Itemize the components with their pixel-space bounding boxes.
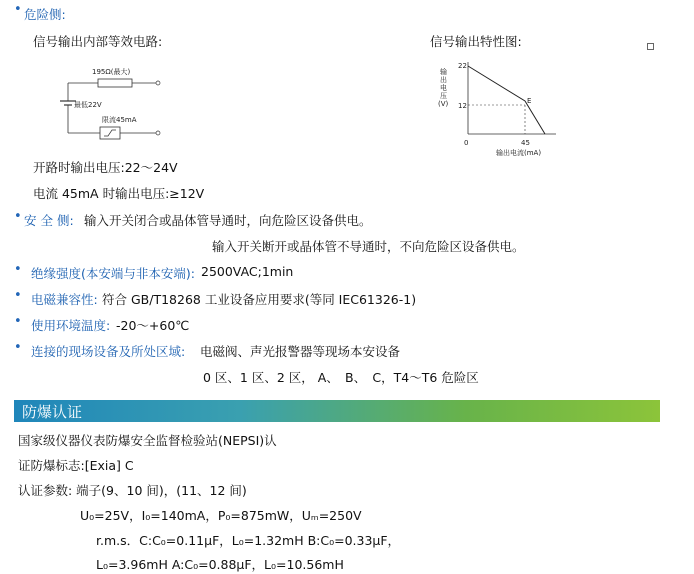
y-tick-22: 22 bbox=[458, 62, 467, 70]
small-square-icon bbox=[647, 43, 654, 50]
characteristic-heading: 信号输出特性图: bbox=[430, 34, 522, 49]
safe-side-line2: 输入开关断开或晶体管不导通时，不向危险区设备供电。 bbox=[212, 239, 525, 254]
resistor-label: 195Ω(最大) bbox=[92, 68, 131, 76]
voltage-label: 最低22V bbox=[74, 101, 102, 109]
bullet-icon: • bbox=[14, 288, 22, 303]
banner-title: 防爆认证 bbox=[22, 403, 83, 421]
resistor-symbol bbox=[98, 79, 132, 87]
x-axis-label: 输出电流(mA) bbox=[496, 149, 542, 157]
connected-devices-value: 电磁阀、声光报警器等现场本安设备 bbox=[200, 344, 401, 359]
characteristic-graph bbox=[430, 52, 560, 162]
connected-devices-label: 连接的现场设备及所处区域: bbox=[31, 344, 186, 359]
bullet-icon: • bbox=[14, 209, 22, 224]
certification-line1: 国家级仪器仪表防爆安全监督检验站(NEPSI)认 bbox=[18, 433, 277, 448]
certification-line4: U₀=25V，I₀=140mA，P₀=875mW，Uₘ=250V bbox=[80, 508, 362, 523]
insulation-value: 2500VAC;1min bbox=[201, 264, 294, 279]
emc-label: 电磁兼容性: bbox=[31, 292, 98, 307]
emc-value: 符合 GB/T18268 工业设备应用要求(等同 IEC61326-1) bbox=[102, 292, 417, 307]
certification-line6: L₀=3.96mH A:C₀=0.88μF，L₀=10.56mH bbox=[96, 557, 344, 572]
terminal-icon bbox=[156, 81, 160, 85]
certification-line5: r.m.s．C:C₀=0.11μF，L₀=1.32mH B:C₀=0.33μF， bbox=[96, 533, 401, 548]
insulation-label: 绝缘强度(本安端与非本安端): bbox=[31, 266, 195, 281]
y-axis-label-line: 出 bbox=[440, 76, 447, 84]
temperature-value: -20～+60℃ bbox=[116, 318, 190, 333]
x-tick-45: 45 bbox=[521, 139, 530, 147]
bullet-icon: • bbox=[14, 314, 22, 329]
current-label: 限流45mA bbox=[102, 116, 137, 124]
equivalent-circuit-diagram bbox=[40, 58, 180, 148]
open-circuit-voltage: 开路时输出电压:22～24V bbox=[33, 160, 178, 175]
bullet-icon: • bbox=[14, 2, 22, 17]
characteristic-curve bbox=[468, 66, 545, 134]
y-axis-label-line: 输 bbox=[440, 68, 447, 76]
y-tick-12: 12 bbox=[458, 102, 467, 110]
y-axis-label-line: 电 bbox=[440, 84, 447, 92]
safe-side-label: 安 全 侧: bbox=[24, 213, 74, 228]
certification-line2: 证防爆标志:[Exia] C bbox=[18, 458, 134, 473]
x-tick-0: 0 bbox=[464, 139, 469, 147]
hazard-section-title: 危险侧: bbox=[24, 7, 66, 22]
safe-side-line1: 输入开关闭合或晶体管导通时，向危险区设备供电。 bbox=[84, 213, 372, 228]
current-output-voltage: 电流 45mA 时输出电压:≥12V bbox=[33, 186, 205, 201]
y-axis-label-line: 压 bbox=[440, 92, 447, 100]
temperature-label: 使用环境温度: bbox=[31, 318, 111, 333]
bullet-icon: • bbox=[14, 340, 22, 355]
bullet-icon: • bbox=[14, 262, 22, 277]
terminal-icon bbox=[156, 131, 160, 135]
y-axis-label-line: (V) bbox=[438, 100, 449, 108]
point-e-label: E bbox=[527, 97, 532, 105]
certification-line3: 认证参数: 端子(9、10 间)，(11、12 间) bbox=[18, 483, 247, 498]
certification-banner bbox=[14, 400, 660, 422]
hazard-zones: 0 区、1 区、2 区， A、 B、 C，T4～T6 危险区 bbox=[203, 370, 479, 385]
circuit-heading: 信号输出内部等效电路: bbox=[33, 34, 163, 49]
